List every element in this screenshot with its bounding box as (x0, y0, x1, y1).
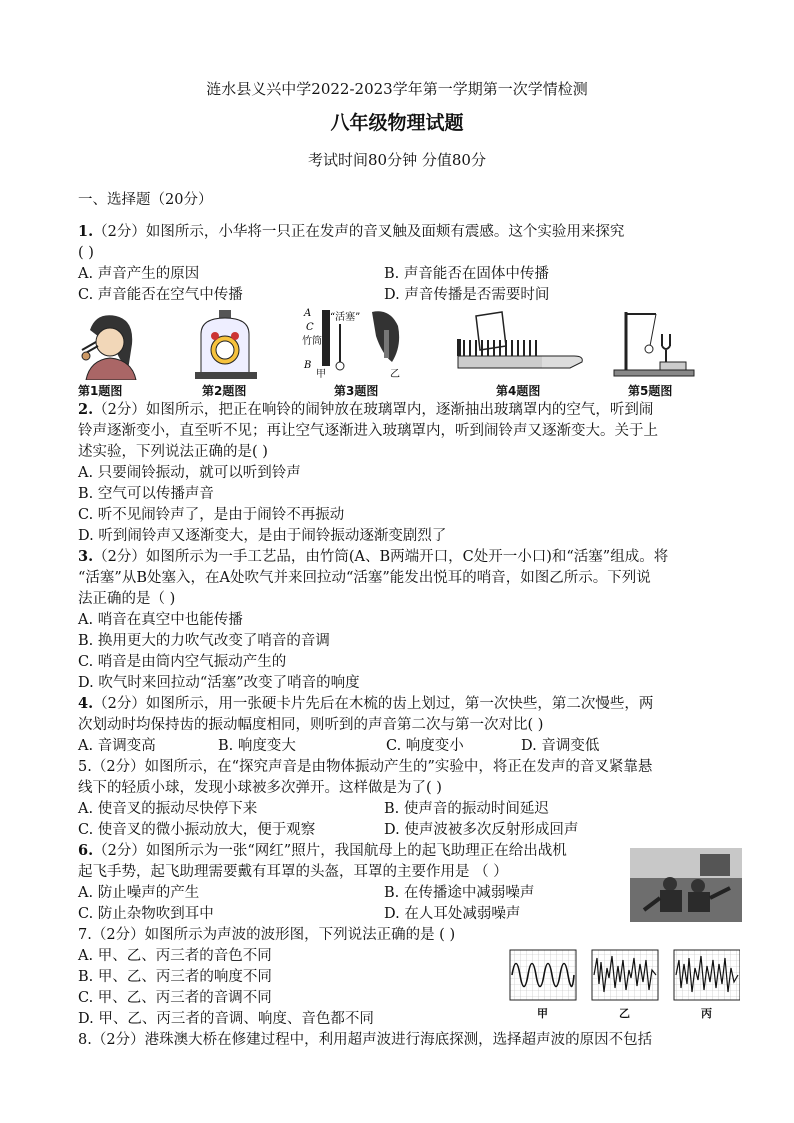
figure-5-tuning-fork-ball (612, 306, 696, 378)
waveform-label-bing: 丙 (701, 1007, 712, 1020)
caption-fig-5: 第5题图 (628, 384, 673, 398)
q3-line1: 3.（2分）如图所示为一手工艺品，由竹筒(A、B两端开口，C处开一小口)和“活塞”组成。将 (78, 548, 669, 565)
q7-option-d[interactable]: D. 甲、乙、丙三者的音调、响度、音色都不同 (78, 1011, 374, 1027)
q3-option-d[interactable]: D. 吹气时来回拉动“活塞”改变了哨音的响度 (78, 675, 360, 691)
q2-line3: 述实验，下列说法正确的是( ) (78, 444, 268, 460)
svg-text:乙: 乙 (390, 369, 400, 378)
q6-option-d[interactable]: D. 在人耳处减弱噪声 (384, 906, 521, 922)
q2-option-a[interactable]: A. 只要闹铃振动，就可以听到铃声 (78, 465, 301, 481)
q6-option-b[interactable]: B. 在传播途中减弱噪声 (384, 885, 535, 901)
q2-option-c[interactable]: C. 听不见闹铃声了，是由于闹铃不再振动 (78, 507, 345, 523)
figure-4-comb-card (456, 310, 586, 378)
q2-line1: 2.（2分）如图所示，把正在响铃的闹钟放在玻璃罩内，逐渐抽出玻璃罩内的空气，听到闹 (78, 401, 654, 418)
waveform-bing (674, 950, 740, 1000)
q4-option-d[interactable]: D. 音调变低 (521, 738, 600, 754)
page-title: 八年级物理试题 (330, 112, 464, 134)
waveform-label-jia: 甲 (537, 1007, 548, 1020)
q7-option-c[interactable]: C. 甲、乙、丙三者的音调不同 (78, 990, 272, 1006)
q6-option-c[interactable]: C. 防止杂物吹到耳中 (78, 906, 214, 922)
svg-text:B: B (304, 360, 312, 371)
svg-text:竹筒: 竹筒 (302, 336, 322, 347)
exam-info: 考试时间80分钟 分值80分 (308, 151, 486, 169)
q5-option-b[interactable]: B. 使声音的振动时间延迟 (384, 801, 549, 817)
caption-fig-4: 第4题图 (496, 384, 541, 398)
q5-line2: 线下的轻质小球，发现小球被多次弹开。这样做是为了( ) (78, 780, 442, 796)
svg-text:“活塞”: “活塞” (330, 312, 361, 323)
section-heading: 一、选择题（20分） (78, 192, 213, 208)
q6-line2: 起飞手势，起飞助理需要戴有耳罩的头盔，耳罩的主要作用是 （ ） (78, 864, 508, 880)
caption-fig-2: 第2题图 (202, 384, 247, 398)
q4-option-a[interactable]: A. 音调变高 (78, 738, 156, 754)
q3-line2: “活塞”从B处塞入，在A处吹气并来回拉动“活塞”能发出悦耳的哨音，如图乙所示。下列说 (78, 570, 651, 586)
q5-option-a[interactable]: A. 使音叉的振动尽快停下来 (78, 801, 258, 817)
q6-line1: 6.（2分）如图所示为一张“网红”照片，我国航母上的起飞助理正在给出战机 (78, 842, 567, 859)
q7-line1: 7.（2分）如图所示为声波的波形图，下列说法正确的是 ( ) (78, 927, 456, 943)
svg-text:A: A (304, 308, 312, 319)
school-header: 涟水县义兴中学2022-2023学年第一学期第一次学情检测 (206, 80, 588, 98)
q1-line2: ( ) (78, 245, 94, 261)
q5-line1: 5.（2分）如图所示，在“探究声音是由物体振动产生的”实验中，将正在发声的音叉紧靠悬 (78, 759, 653, 775)
q5-option-c[interactable]: C. 使音叉的微小振动放大，便于观察 (78, 822, 316, 838)
q7-option-b[interactable]: B. 甲、乙、丙三者的响度不同 (78, 969, 272, 985)
q2-line2: 铃声逐渐变小，直至听不见；再让空气逐渐进入玻璃罩内，听到闹铃声又逐渐变大。关于上 (78, 423, 658, 439)
q7-option-a[interactable]: A. 甲、乙、丙三者的音色不同 (78, 948, 272, 964)
q3-option-b[interactable]: B. 换用更大的力吹气改变了哨音的音调 (78, 633, 330, 649)
q1-line1: 1.（2分）如图所示，小华将一只正在发声的音叉触及面颊有震感。这个实验用来探究 (78, 223, 625, 240)
waveform-jia (510, 950, 576, 1000)
q1-option-b[interactable]: B. 声音能否在固体中传播 (384, 266, 549, 282)
q8-line1: 8.（2分）港珠澳大桥在修建过程中，利用超声波进行海底探测，选择超声波的原因不包括 (78, 1032, 653, 1048)
figure-7-waveforms (508, 948, 740, 1004)
svg-text:甲: 甲 (316, 369, 326, 378)
q2-option-d[interactable]: D. 听到闹铃声又逐渐变大，是由于闹铃振动逐渐变剧烈了 (78, 528, 447, 544)
q3-line3: 法正确的是（ ) (78, 591, 176, 607)
q4-line2: 次划动时均保持齿的振动幅度相同，则听到的声音第二次与第一次对比( ) (78, 717, 544, 733)
figure-6-deck-crew-photo (630, 848, 742, 922)
q1-option-c[interactable]: C. 声音能否在空气中传播 (78, 287, 243, 303)
q6-option-a[interactable]: A. 防止噪声的产生 (78, 885, 200, 901)
svg-text:C: C (306, 322, 314, 333)
q2-option-b[interactable]: B. 空气可以传播声音 (78, 486, 214, 502)
caption-fig-3: 第3题图 (334, 384, 379, 398)
figure-3-bamboo-whistle (302, 306, 412, 378)
q3-option-c[interactable]: C. 哨音是由筒内空气振动产生的 (78, 654, 287, 670)
q5-option-d[interactable]: D. 使声波被多次反射形成回声 (384, 822, 579, 838)
q4-option-c[interactable]: C. 响度变小 (386, 738, 464, 754)
q3-option-a[interactable]: A. 哨音在真空中也能传播 (78, 612, 243, 628)
caption-fig-1: 第1题图 (78, 384, 123, 398)
figure-1-girl-tuning-fork (76, 310, 142, 380)
q1-option-d[interactable]: D. 声音传播是否需要时间 (384, 287, 550, 303)
q1-option-a[interactable]: A. 声音产生的原因 (78, 266, 200, 282)
figure-2-bell-jar-clock (193, 308, 259, 380)
q4-option-b[interactable]: B. 响度变大 (218, 738, 296, 754)
waveform-yi (592, 950, 658, 1000)
q4-line1: 4.（2分）如图所示，用一张硬卡片先后在木梳的齿上划过，第一次快些，第二次慢些，两 (78, 695, 654, 712)
waveform-label-yi: 乙 (619, 1007, 630, 1020)
